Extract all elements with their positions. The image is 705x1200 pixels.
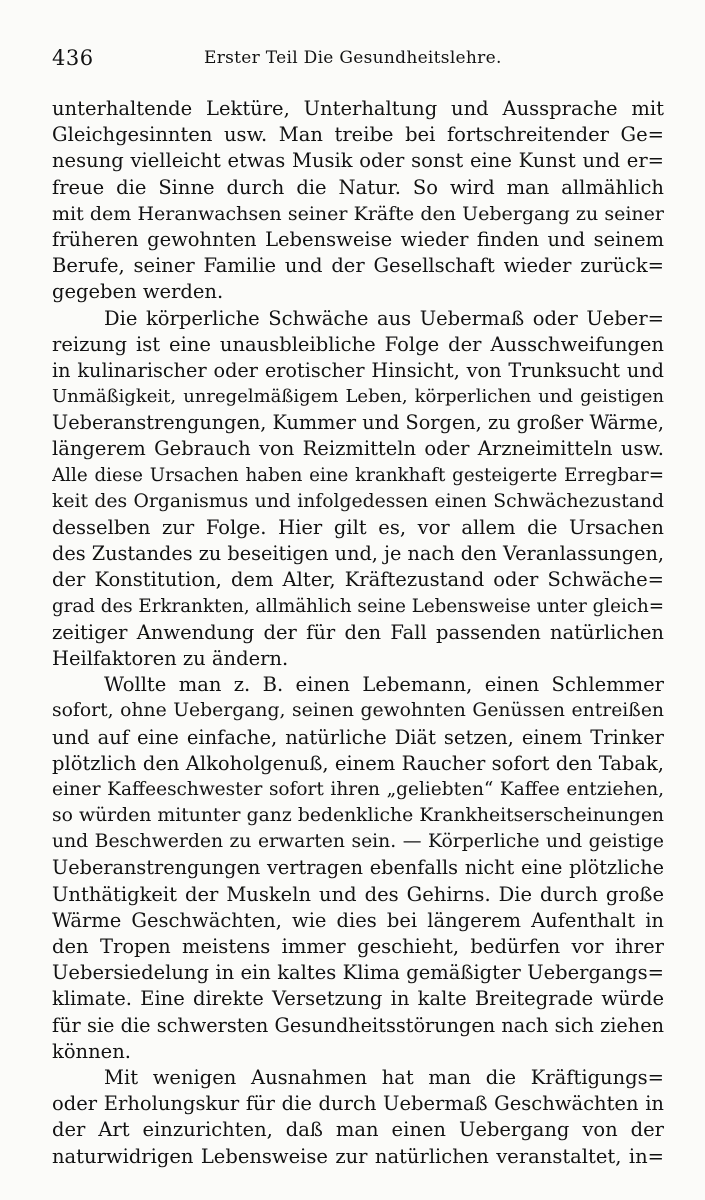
text-line: können.	[52, 1039, 131, 1063]
text-line: naturwidrigen Lebensweise zur natürlichen veranstaltet, in=	[52, 1144, 664, 1168]
text-line: Mit wenigen Ausnahmen hat man die Kräftigungs=	[104, 1065, 664, 1089]
text-line: keit des Organismus und infolgedessen einen Schwächezustand	[52, 490, 664, 512]
text-line: den Tropen meistens immer geschieht, bedürfen vor ihrer	[52, 935, 664, 958]
text-line: Ueberanstrengungen vertragen ebenfalls nicht eine plötzliche	[52, 856, 664, 880]
body-text	[52, 96, 664, 1170]
text-line: Wärme Geschwächten, wie dies bei längerem Aufenthalt in	[52, 908, 664, 932]
text-line: Ueberanstrengungen, Kummer und Sorgen, zu großer Wärme,	[52, 411, 664, 435]
text-line: zeitiger Anwendung der für den Fall passenden natürlichen	[52, 620, 664, 644]
text-line: der Art einzurichten, daß man einen Uebergang von der	[52, 1118, 664, 1142]
text-line: Alle diese Ursachen haben eine krankhaft gesteigerte Erregbar=	[52, 464, 664, 486]
text-line: freue die Sinne durch die Natur. So wird man allmählich	[52, 175, 664, 199]
text-line: Unmäßigkeit, unregelmäßigem Leben, körperlichen und geistigen	[52, 386, 664, 408]
text-line: für sie die schwersten Gesundheitsstörungen nach sich ziehen	[52, 1013, 664, 1037]
text-line: einer Kaffeeschwester sofort ihren „geliebten“ Kaffee entziehen,	[52, 778, 664, 800]
text-line: oder Erholungskur für die durch Uebermaß Geschwächten in	[52, 1092, 664, 1116]
text-line: so würden mitunter ganz bedenkliche Krankheitserscheinungen	[52, 805, 664, 827]
running-head	[52, 46, 664, 74]
text-line: plötzlich den Alkoholgenuß, einem Raucher sofort den Tabak,	[52, 751, 664, 775]
text-line: des Zustandes zu beseitigen und, je nach den Veranlassungen,	[52, 542, 664, 566]
text-line: Uebersiedelung in ein kaltes Klima gemäßigter Uebergangs=	[52, 961, 664, 985]
text-line: reizung ist eine unausbleibliche Folge der Ausschweifungen	[52, 332, 664, 356]
text-line: gegeben werden.	[52, 280, 224, 304]
text-line: Heilfaktoren zu ändern.	[52, 646, 289, 670]
text-line: mit dem Heranwachsen seiner Kräfte den Uebergang zu seiner	[52, 202, 664, 225]
text-line: desselben zur Folge. Hier gilt es, vor allem die Ursachen	[52, 516, 664, 539]
text-line: grad des Erkrankten, allmählich seine Lebensweise unter gleich=	[52, 595, 664, 617]
page-number: 436	[52, 46, 94, 70]
running-title: Erster Teil Die Gesundheitslehre.	[204, 48, 502, 68]
text-line: Die körperliche Schwäche aus Uebermaß oder Ueber=	[104, 306, 664, 330]
text-line: früheren gewohnten Lebensweise wieder finden und seinem	[52, 227, 664, 251]
text-line: Wollte man z. B. einen Lebemann, einen Schlemmer	[104, 673, 664, 697]
text-line: und Beschwerden zu erwarten sein. — Körperliche und geistige	[52, 831, 664, 853]
text-line: unterhaltende Lektüre, Unterhaltung und Aussprache mit	[52, 97, 664, 120]
text-line: Berufe, seiner Familie und der Gesellschaft wieder zurück=	[52, 254, 664, 278]
text-line: der Konstitution, dem Alter, Kräftezustand oder Schwäche=	[52, 568, 664, 592]
text-line: Gleichgesinnten usw. Man treibe bei fortschreitender Ge=	[52, 123, 664, 147]
text-line: Unthätigkeit der Muskeln und des Gehirns. Die durch große	[52, 882, 664, 906]
text-line: nesung vielleicht etwas Musik oder sonst eine Kunst und er=	[52, 149, 664, 173]
text-line: längerem Gebrauch von Reizmitteln oder Arzneimitteln usw.	[52, 437, 664, 461]
text-line: in kulinarischer oder erotischer Hinsicht, von Trunksucht und	[52, 358, 664, 382]
text-line: sofort, ohne Uebergang, seinen gewohnten Genüssen entreißen	[52, 700, 664, 722]
text-line: klimate. Eine direkte Versetzung in kalte Breitegrade würde	[52, 987, 664, 1011]
text-line: und auf eine einfache, natürliche Diät setzen, einem Trinker	[52, 725, 664, 749]
